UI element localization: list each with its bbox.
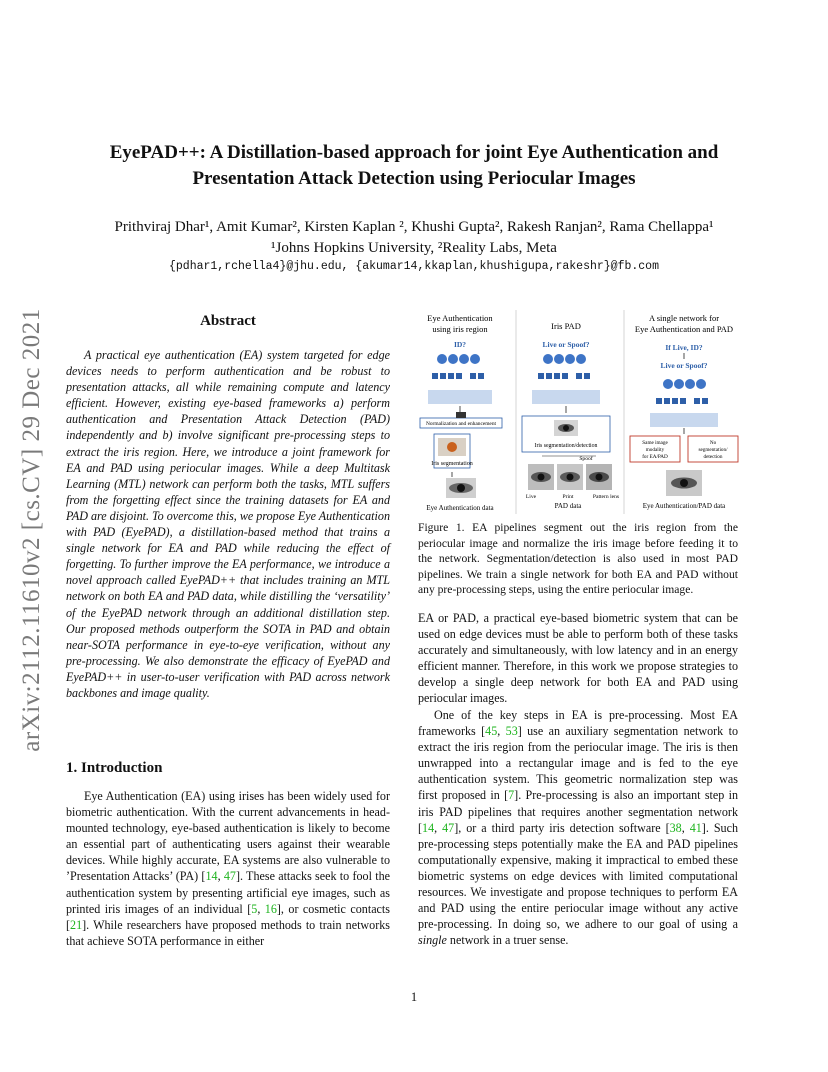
page-number: 1: [410, 990, 418, 1004]
figure-1-caption: Figure 1. EA pipelines segment out the iris region from the periocular image and normalize the iris image before feeding it to the network. Segmentation/detection is also used in most PAD pipelines. We train a single network for both EA and PAD without any pre-processing steps, using the entire periocular image.: [418, 521, 738, 597]
col1-feature-blocks: [432, 373, 484, 379]
col2-feature-blocks: [538, 373, 590, 379]
col2-label-pattern-lens: Pattern lens: [592, 494, 620, 500]
citation-link[interactable]: 7: [508, 788, 515, 803]
abstract-text: A practical eye authentication (EA) system targeted for edge devices needs to perform authentication and be robust to presentation attacks, all while remaining compute and latency efficient. However, existing eye-based frameworks a) perform authentication and Presentation Attack Detection (PAD) independently and b) involve significant pre-processing steps to extract the iris region. Here, we introduce a joint framework for EA and PAD using periocular images. While a deep Multitask Learning (MTL) network can perform both the tasks, MTL suffers from the forgetting effect since the training datasets for EA and PAD are disjoint. To overcome this, we propose Eye Authentication with PAD (EyePAD), a distillation-based method that trains a single network for EA and PAD while reducing the effect of forgetting. To further improve the EA performance, we introduce a novel approach called EyePAD++ that includes training an MTL network on both EA and PAD data, while distilling the ‘versatility’ of the EyePAD network through an additional distillation step. Our proposed methods outperform the SOTA in PAD and obtain near-SOTA performance in eye-to-eye verification, without any pre-processing. We also demonstrate the efficacy of EyePAD and EyePAD++ in user-to-user verification with PAD across network backbones and image quality.: [66, 348, 390, 700]
arxiv-identifier: arXiv:2112.11610v2 [cs.CV] 29 Dec 2021: [18, 308, 45, 752]
author-block: [40, 217, 788, 259]
title-line-1: EyePAD++: A Distillation-based approach for joint Eye Authentication and: [109, 142, 719, 163]
col3-box1-line3: for EA/PAD: [642, 454, 668, 460]
col2-network-block: [532, 390, 600, 404]
col2-output-nodes: [543, 354, 586, 364]
citation-link[interactable]: 16: [264, 901, 277, 916]
author-emails: {pdhar1,rchella4}@jhu.edu, {akumar14,kkaplan,khushigupa,rakeshr}@fb.com: [169, 260, 659, 273]
abstract-heading: Abstract: [200, 313, 256, 329]
col3-output-nodes: [663, 379, 706, 389]
section-heading-introduction: 1. Introduction: [66, 760, 163, 776]
col1-network-block: [428, 390, 492, 404]
col1-title-line1: Eye Authentication: [427, 313, 493, 323]
col1-output-nodes: [437, 354, 480, 364]
col1-question: ID?: [453, 340, 467, 349]
col3-box2-line1: No: [709, 440, 717, 446]
col3-question-2: Live or Spoof?: [660, 361, 708, 370]
col3-box2-line3: detection: [703, 454, 723, 460]
col2-question: Live or Spoof?: [542, 340, 590, 349]
col3-question-1: If Live, ID?: [665, 343, 703, 352]
author-names: Prithviraj Dhar¹, Amit Kumar², Kirsten Kaplan ², Khushi Gupta², Rakesh Ranjan², Rama Chellappa¹: [114, 219, 714, 235]
emphasis-single: single: [418, 933, 447, 948]
col2-title: Iris PAD: [551, 321, 581, 331]
col3-box2-line2: segmentation/: [698, 447, 728, 453]
col1-data-label: Eye Authentication data: [426, 504, 494, 512]
citation-link[interactable]: 38: [669, 820, 682, 835]
col1-segmentation-label: Iris segmentation: [431, 461, 473, 467]
right-column-paragraph-2: One of the key steps in EA is pre-processing. Most EA frameworks [45, 53] use an auxiliary segmentation network to extract the iris region from the periocular image. The iris is then unwrapped into a rectangular image and is fed to the eye authentication system. This geometric normalization step was first proposed in [7]. Pre-processing is also an important step in iris PAD pipelines that requires another segmentation network [14, 47], or a third party iris detection software [38, 41]. Such pre-processing steps potentially make the EA and PAD pipelines computationally expensive, making it impractical to embed these biometric systems on edge devices with limited computational resources. We investigate and propose techniques to perform EA and PAD using the entire periocular image without any active pre-processing. In doing so, we adhere to our goal of using a single network in a truer sense.: [418, 708, 739, 948]
citation-link[interactable]: 14: [205, 869, 218, 884]
col3-box1-line1: Same image: [642, 440, 668, 446]
col3-box1-line2: modality: [645, 447, 665, 453]
right-column-paragraph-1: EA or PAD, a practical eye-based biometric system that can be used on edge devices must be able to perform both of these tasks accurately and simultaneously, with low latency and in an energy efficient manner. Therefore, in this work we propose strategies to develop a single deep network for both EA and PAD using periocular images.: [418, 611, 738, 706]
citation-link[interactable]: 47: [223, 869, 236, 884]
figure-1-pipeline-diagram: [416, 310, 742, 514]
col2-spoof-label: Spoof: [579, 456, 593, 462]
col1-normalization-label: Normalization and enhancement: [425, 421, 497, 427]
col1-title-line2: using iris region: [432, 324, 488, 334]
col2-data-label: PAD data: [554, 502, 582, 510]
title-line-2: Presentation Attack Detection using Periocular Images: [192, 168, 636, 189]
col3-network-block: [650, 413, 718, 427]
col3-title-line1: A single network for: [648, 313, 720, 323]
citation-link[interactable]: 47: [442, 820, 455, 835]
col3-feature-blocks: [656, 398, 708, 404]
citation-link[interactable]: 5: [251, 901, 258, 916]
citation-link[interactable]: 14: [422, 820, 435, 835]
introduction-paragraph: Eye Authentication (EA) using irises has been widely used for biometric authentication. With the current advancements in head-mounted technology, eye-based authentication is likely to become an essential part of authenticating users against their wearable devices. While highly accurate, EA systems are also vulnerable to ’Presentation Attacks’ (PA) [14, 47]. These attacks seek to fool the authentication system by presenting artificial eye images, such as printed iris images of an individual [5, 16], or cosmetic contacts [21]. While researchers have proposed methods to train networks that achieve SOTA performance in either: [66, 789, 391, 948]
col2-eye-images: [528, 464, 612, 490]
col3-title-line2: Eye Authentication and PAD: [634, 324, 734, 334]
citation-link[interactable]: 21: [70, 917, 83, 932]
paper-title: [60, 140, 768, 192]
citation-link[interactable]: 53: [505, 724, 518, 739]
author-affiliations: ¹Johns Hopkins University, ²Reality Labs, Meta: [271, 240, 557, 256]
col2-label-live: Live: [525, 494, 537, 500]
col3-data-label: Eye Authentication/PAD data: [642, 502, 726, 510]
citation-link[interactable]: 45: [485, 724, 498, 739]
col2-segmentation-label: Iris segmentation/detection: [534, 443, 598, 449]
col2-label-print: Print: [562, 494, 574, 500]
citation-link[interactable]: 41: [689, 820, 702, 835]
